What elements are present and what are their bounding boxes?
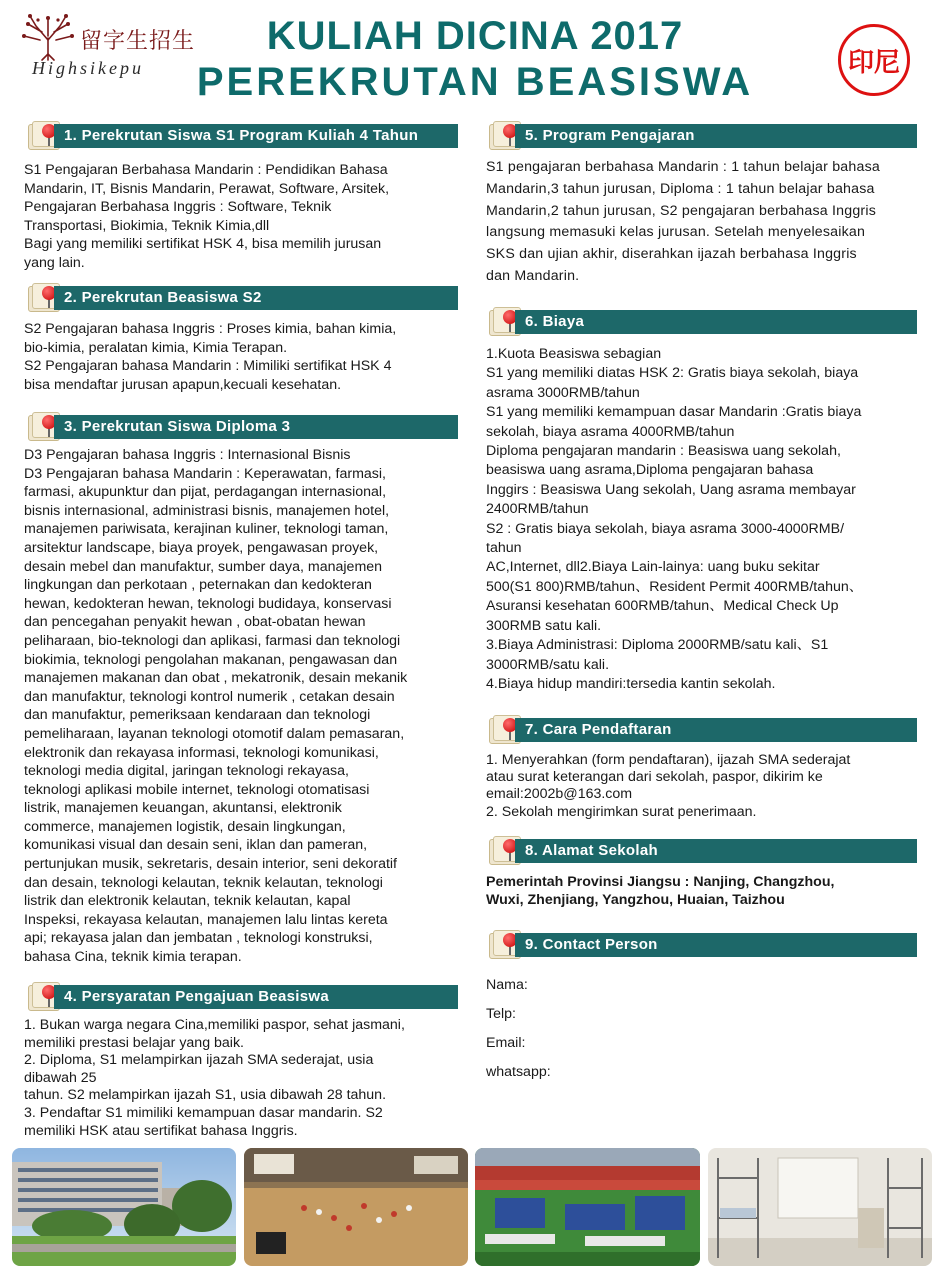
section-title: 3. Perekrutan Siswa Diploma 3 — [54, 415, 458, 439]
section-title: 1. Perekrutan Siswa S1 Program Kuliah 4 Tahun — [54, 124, 458, 148]
logo — [18, 10, 208, 80]
sports-hall-photo — [244, 1148, 468, 1266]
page-title-line1: KULIAH DICINA 2017 — [266, 14, 684, 58]
section-header-9 — [487, 927, 917, 963]
section-title: 4. Persyaratan Pengajuan Beasiswa — [54, 985, 458, 1009]
section-header-6 — [487, 304, 917, 340]
campus-building-photo — [12, 1148, 236, 1266]
section-body-4: 1. Bukan warga negara Cina,memiliki paspor, sehat jasmani, memiliki prestasi belajar yang baik. 2. Diploma, S1 melampirkan ijazah SMA sederajat, usia dibawah 25 tahun. S2 melampirkan ijazah S1, usia dibawah 28 tahun. 3. Pendaftar S1 mimiliki kemampuan dasar mandarin. S2 memiliki HSK atau sertifikat bahasa Inggris. — [24, 1017, 405, 1139]
section-body-8: Pemerintah Provinsi Jiangsu : Nanjing, Changzhou, Wuxi, Zhenjiang, Yangzhou, Huaian, Taizhou — [486, 874, 835, 908]
contact-field-telp: Telp: — [486, 1006, 516, 1022]
contact-field-name: Nama: — [486, 977, 528, 993]
section-header-7 — [487, 712, 917, 748]
section-title: 5. Program Pengajaran — [515, 124, 917, 148]
section-header-1 — [26, 118, 458, 154]
section-header-8 — [487, 833, 917, 869]
section-body-2: S2 Pengajaran bahasa Inggris : Proses kimia, bahan kimia, bio-kimia, peralatan kimia, Kimia Terapan. S2 Pengajaran bahasa Mandarin : Mimiliki sertifikat HSK 4 bisa mendaftar jurusan apapun,kecuali kesehatan. — [24, 321, 397, 393]
indonesia-stamp: 印尼 — [838, 24, 910, 96]
logo-subtitle: Highsikepu — [32, 58, 144, 78]
section-title: 6. Biaya — [515, 310, 917, 334]
contact-field-email: Email: — [486, 1035, 526, 1051]
section-title: 2. Perekrutan Beasiswa S2 — [54, 286, 458, 310]
contact-field-whatsapp: whatsapp: — [486, 1064, 551, 1080]
dormitory-room-photo — [708, 1148, 932, 1266]
section-body-1: S1 Pengajaran Berbahasa Mandarin : Pendidikan Bahasa Mandarin, IT, Bisnis Mandarin, Perawat, Software, Arsitek, Pengajaran Berbahasa Inggris : Software, Teknik Transportasi, Biokimia, Teknik Kimia,dll Bagi yang memiliki sertifikat HSK 4, bisa memilih jurusan yang lain. — [24, 162, 390, 271]
logo-chinese-text: 留字生招生 — [80, 29, 196, 54]
section-body-7: 1. Menyerahkan (form pendaftaran), ijazah SMA sederajat atau surat keterangan dari sekolah, paspor, dikirim ke email:2002b@163.com 2. Sekolah mengirimkan surat penerimaan. — [486, 752, 851, 820]
section-header-3 — [26, 409, 458, 445]
section-title: 7. Cara Pendaftaran — [515, 718, 917, 742]
section-title: 8. Alamat Sekolah — [515, 839, 917, 863]
section-body-5: S1 pengajaran berbahasa Mandarin : 1 tahun belajar bahasa Mandarin,3 tahun jurusan, Diploma : 1 tahun belajar bahasa Mandarin,2 tahun jurusan, S2 pengajaran berbahasa Inggris langsung memasuki kelas jurusan. Setelah menyelesaikan SKS dan ujian akhir, diserahkan ijazah berbahasa Inggris dan Mandarin. — [486, 159, 880, 284]
stadium-ceremony-photo — [475, 1148, 700, 1266]
tree-icon — [18, 10, 78, 62]
section-body-3: D3 Pengajaran bahasa Inggris : Internasional Bisnis D3 Pengajaran bahasa Mandarin : Keperawatan, farmasi, farmasi, akupunktur dan pijat, perdagangan internasional, bisnis internasional, administrasi bisnis, manajemen hotel, manajemen pariwisata, kerajinan kuliner, teknologi taman, arsitektur landscape, biaya proyek, pengawasan proyek, desain mebel dan manufaktur, sumber daya, manajemen lingkungan dan perkotaan , peternakan dan kedokteran hewan, kedokteran hewan, teknologi budidaya, konservasi dan pencegahan penyakit hewan , obat-obatan hewan peliharaan, bio-teknologi dan aplikasi, farmasi dan teknologi biokimia, teknologi pengolahan makanan, pengawasan dan manajemen makanan dan obat , mekatronik, desain mekanik dan manufaktur, teknologi kontrol numerik , cetakan desain dan manufaktur, pemeriksaan kendaraan dan teknologi pemeliharaan, layanan teknologi otomotif dalam pemasaran, elektronik dan rekayasa informasi, teknologi komunikasi, teknologi media digital, jaringan teknologi rekayasa, teknologi aplikasi mobile internet, teknologi otomatisasi listrik, manajemen keuangan, akuntansi, elektronik commerce, manajemen logistik, desain lingkungan, komunikasi visual dan desain seni, iklan dan pameran, pertunjukan musik, sekretaris, desain interior, seni dekoratif dan desain, teknologi kelautan, teknik kelautan, teknologi listrik dan elektronik kelautan, teknik kelautan, kapal Inspeksi, rekayasa kelautan, manajemen lalu lintas kereta api; rekayasa jalan dan jembatan , teknologi konstruksi, bahasa Cina, teknik kimia terapan. — [24, 447, 408, 966]
section-header-2 — [26, 280, 458, 316]
section-header-5 — [487, 118, 917, 154]
page-title-line2: PEREKRUTAN BEASISWA — [196, 60, 754, 104]
section-header-4 — [26, 979, 458, 1015]
section-title: 9. Contact Person — [515, 933, 917, 957]
section-body-6: 1.Kuota Beasiswa sebagian S1 yang memiliki diatas HSK 2: Gratis biaya sekolah, biaya asrama 3000RMB/tahun S1 yang memiliki kemampuan dasar Mandarin :Gratis biaya sekolah, biaya asrama 4000RMB/tahun Diploma pengajaran mandarin : Beasiswa uang sekolah, beasiswa uang asrama,Diploma pengajaran bahasa Inggirs : Beasiswa Uang sekolah, Uang asrama membayar 2400RMB/tahun S2 : Gratis biaya sekolah, biaya asrama 3000-4000RMB/ tahun AC,Internet, dll2.Biaya Lain-lainya: uang buku sekitar 500(S1 800)RMB/tahun、Resident Permit 400RMB/tahun、 Asuransi kesehatan 600RMB/tahun、Medical Check Up 300RMB satu kali. 3.Biaya Administrasi: Diploma 2000RMB/satu kali、S1 3000RMB/satu kali. 4.Biaya hidup mandiri:tersedia kantin sekolah. — [486, 346, 863, 692]
